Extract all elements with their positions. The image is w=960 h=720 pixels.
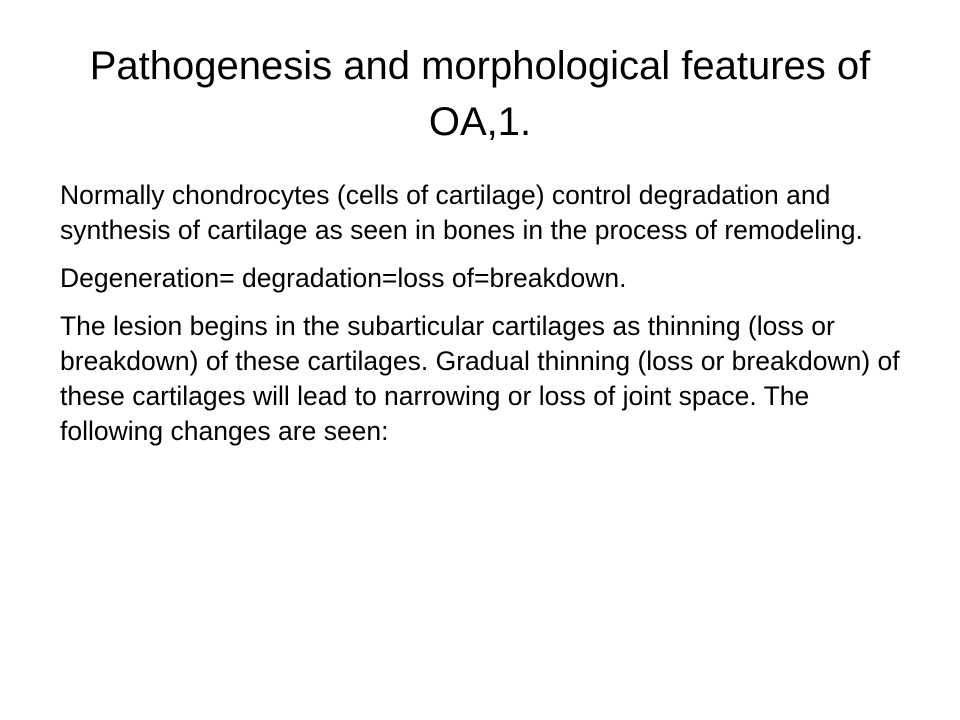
body-paragraph: Normally chondrocytes (cells of cartilage) control degradation and synthesis of cartilage as seen in bones in the process of remodeling. xyxy=(60,180,863,245)
body-paragraph: Degeneration= degradation=loss of=breakdown. xyxy=(60,263,627,293)
slide-body xyxy=(60,178,910,462)
body-paragraph: The lesion begins in the subarticular cartilages as thinning (loss or breakdown) of these cartilages. Gradual thinning (loss or breakdown) of these cartilages will lead to narrowing or loss of joint space. The following changes are seen: xyxy=(60,311,900,446)
slide-title: Pathogenesis and morphological features of OA,1. xyxy=(89,44,871,144)
